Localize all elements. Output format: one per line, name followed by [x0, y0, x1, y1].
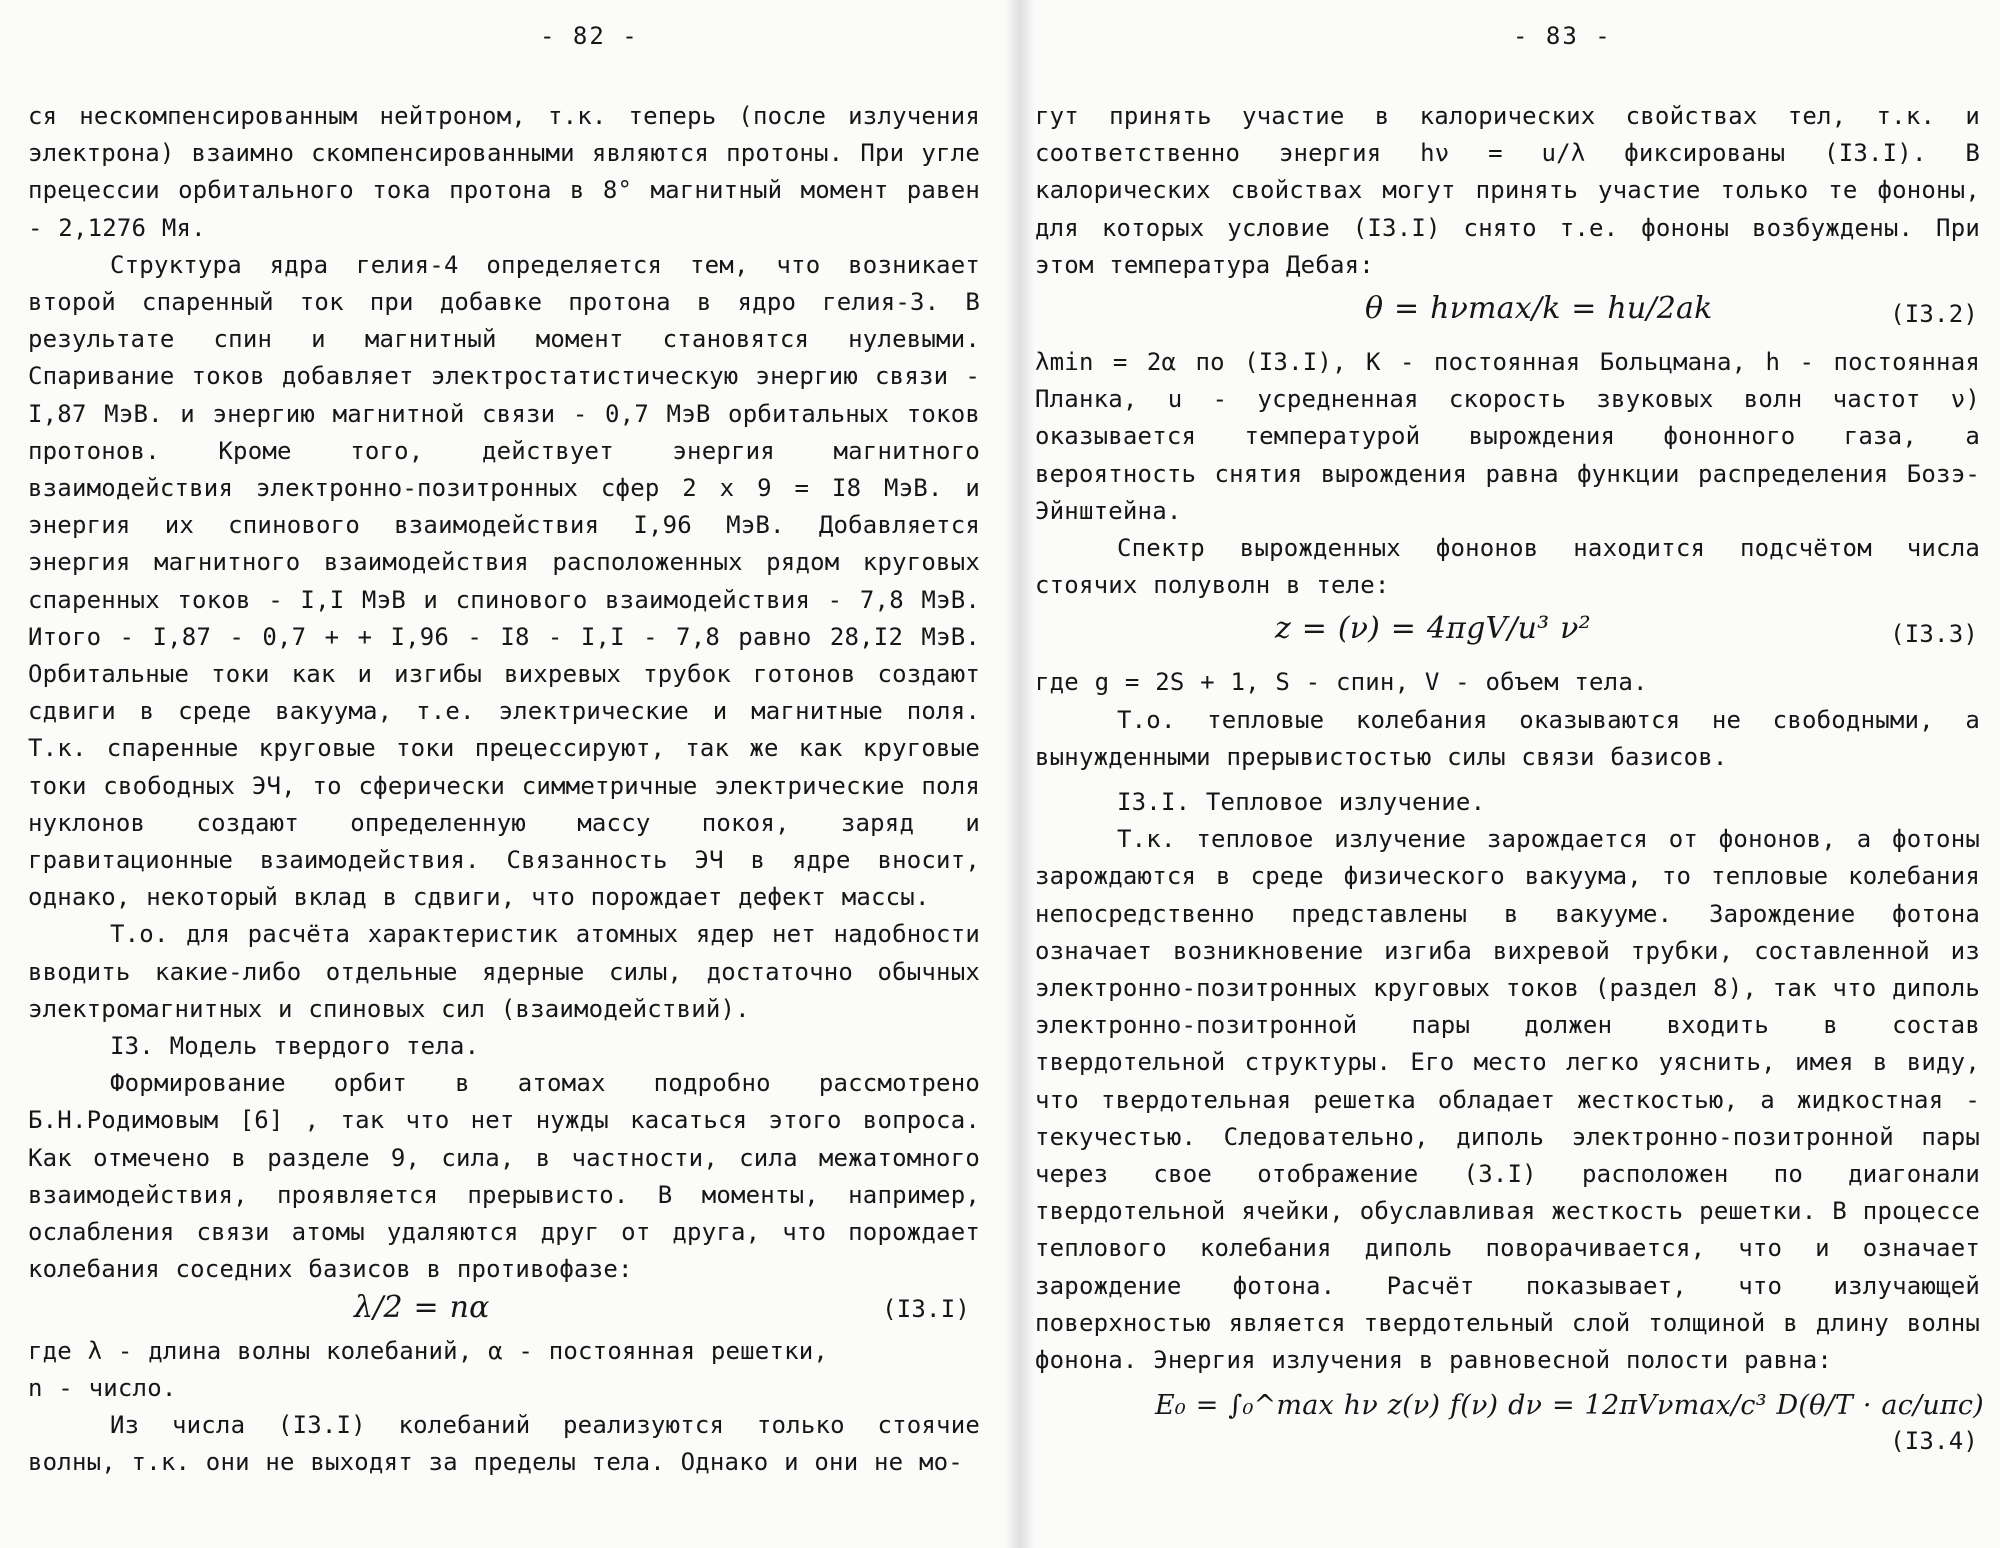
equation-number: (I3.I) [882, 1294, 970, 1323]
right-page [1035, 0, 2000, 1548]
paragraph: Спектр вырожденных фононов находится подсчётом числа стоячих полуволн в теле: [1035, 534, 1980, 600]
equation-number: (I3.2) [1890, 300, 1978, 329]
equation-13-1 [28, 1289, 980, 1333]
section-heading: I3. Модель твердого тела. [110, 1032, 480, 1061]
equation-number: (I3.3) [1890, 620, 1978, 649]
paragraph: Структура ядра гелия-4 определяется тем, что возникает второй спаренный ток при добавке протона в ядро гелия-3. В результате спин и магнитный момент становятся нулевыми. Спаривание токов добавляет электростатистическую энергию связи - I,87 МэВ. и энергию магнитной связи - 0,7 МэВ орбитальных токов протонов. Кроме того, действует энергия магнитного взаимодействия электронно-позитронных сфер 2 x 9 = I8 МэВ. и энергия их спинового взаимодействия I,96 МэВ. Добавляется энергия магнитного взаимодействия расположенных рядом круговых спаренных токов - I,I МэВ и спинового взаимодействия - 7,8 МэВ. Итого - I,87 - 0,7 + + I,96 - I8 - I,I - 7,8 равно 28,I2 МэВ. Орбитальные токи как и изгибы вихревых трубок готонов создают сдвиги в среде вакуума, т.е. электрические и магнитные поля. Т.к. спаренные круговые токи прецессируют, так же как круговые токи свободных ЭЧ, то сферически симметричные электрические поля нуклонов создают определенную массу покоя, заряд и гравитационные взаимодействия. Связанность ЭЧ в ядре вносит, однако, некоторый вклад в сдвиги, что порождает дефект массы. [28, 250, 980, 912]
equation-formula: E₀ = ∫₀^max hν z(ν) f(ν) dν = 12πVνmax/c³ D(θ/T · ac/uπc) [1155, 1390, 1984, 1422]
paragraph: n - число. [28, 1373, 177, 1402]
paragraph: Т.к. тепловое излучение зарождается от фононов, а фотоны зарождаются в среде физического вакуума, то тепловые колебания непосредственно представлены в вакууме. Зарождение фотона означает возникновение изгиба вихревой трубки, составленной из электронно-позитронных круговых токов (раздел 8), так что диполь электронно-позитронной пары должен входить в состав твердотельной структуры. Его место легко уяснить, имея в виду, что твердотельная решетка обладает жесткостью, а жидкостная - текучестью. Следовательно, диполь электронно-позитронной пары через свое отображение (3.I) расположен по диагонали твердотельной ячейки, обуславливая жесткость решетки. В процессе теплового колебания диполь поворачивается, что и означает зарождение фотона. Расчёт показывает, что излучающей поверхностью является твердотельный слой толщиной в длину волны фонона. Энергия излучения в равновесной полости равна: [1035, 825, 1980, 1375]
paragraph: ся нескомпенсированным нейтроном, т.к. теперь (после излучения электрона) взаимно скомпенсированными являются протоны. При угле прецессии орбитального тока протона в 8° магнитный момент равен - 2,1276 Мя. [28, 102, 980, 242]
equation-formula: z = (ν) = 4πgV/u³ ν² [1275, 611, 1591, 647]
right-page-body [1035, 98, 1984, 1463]
paragraph: где g = 2S + 1, S - спин, V - объем тела. [1035, 668, 1648, 697]
left-page-body [28, 98, 980, 1481]
paragraph: Т.о. для расчёта характеристик атомных ядер нет надобности вводить какие-либо отдельные ядерные силы, достаточно обычных электромагнитных и спиновых сил (взаимодействий). [28, 920, 980, 1023]
paragraph: Из числа (I3.I) колебаний реализуются только стоячие волны, т.к. они не выходят за пределы тела. Однако и они не мо- [28, 1410, 980, 1477]
section-heading: I3.I. Тепловое излучение. [1117, 788, 1486, 817]
equation-13-4 [1035, 1379, 1984, 1463]
equation-13-2 [1035, 284, 1980, 344]
equation-number: (I3.4) [1890, 1427, 1978, 1456]
book-gutter [1005, 0, 1035, 1548]
page-number-right: - 83 - [1513, 22, 1612, 50]
paragraph: Формирование орбит в атомах подробно рассмотрено Б.Н.Родимовым [6] , так что нет нужды касаться этого вопроса. Как отмечено в разделе 9, сила, в частности, сила межатомного взаимодействия, проявляется прерывисто. В моменты, например, ослабления связи атомы удаляются друг от друга, что порождает колебания соседних базисов в противофазе: [28, 1069, 980, 1284]
paragraph: где λ - длина волны колебаний, α - постоянная решетки, [28, 1336, 829, 1365]
equation-13-3 [1035, 604, 1980, 664]
paragraph: λmin = 2α по (I3.I), К - постоянная Больцмана, h - постоянная Планка, u - усредненная скорость звуковых волн частот ν) оказывается температурой вырождения фононного газа, а вероятность снятия вырождения равна функции распределения Бозэ-Эйнштейна. [1035, 348, 1980, 525]
equation-formula: θ = hνmax/k = hu/2ak [1365, 291, 1713, 327]
paragraph: гут принять участие в калорических свойствах тел, т.к. и соответственно энергия hν = u/λ фиксированы (I3.I). В калорических свойствах могут принять участие только те фононы, для которых условие (I3.I) снято т.е. фононы возбуждены. При этом температура Дебая: [1035, 102, 1980, 279]
paragraph: Т.о. тепловые колебания оказываются не свободными, а вынужденными прерывистостью силы связи базисов. [1035, 705, 1980, 771]
equation-formula: λ/2 = nα [354, 1289, 490, 1325]
page-number-left: - 82 - [540, 22, 639, 50]
